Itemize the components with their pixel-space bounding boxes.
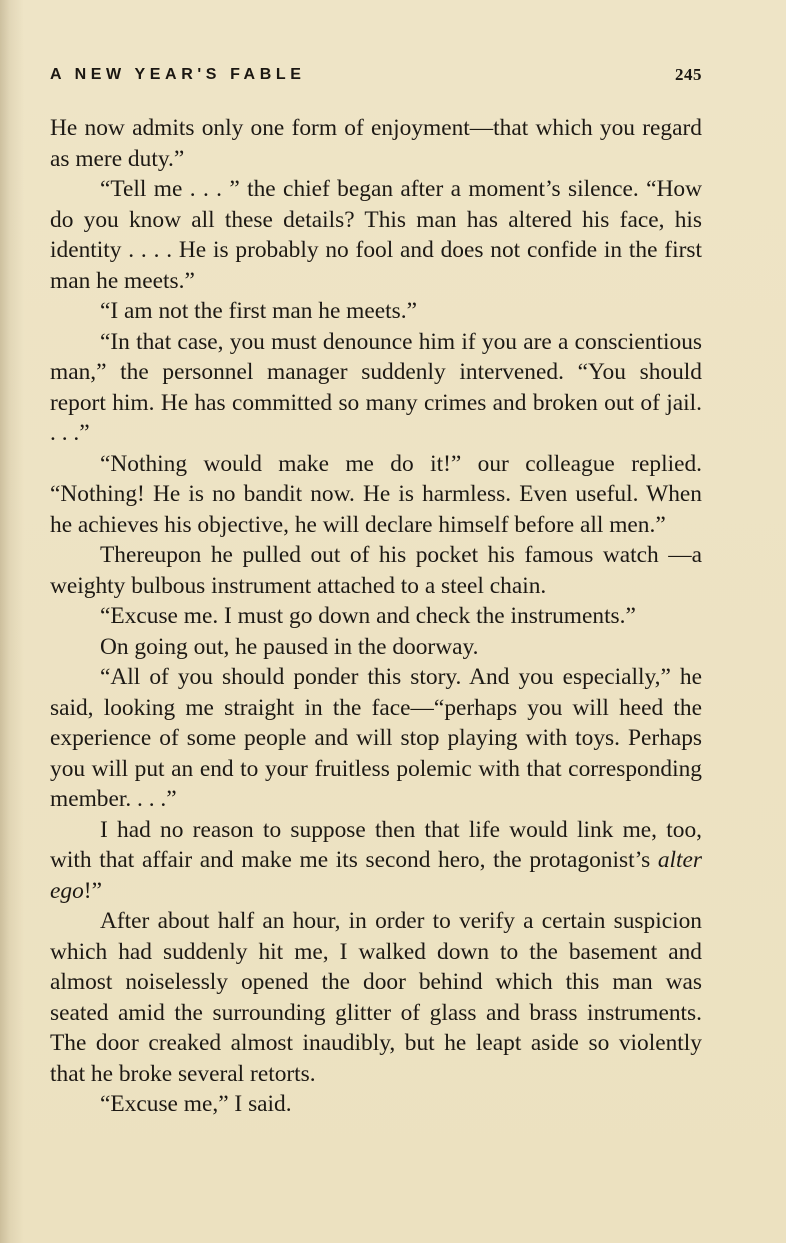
running-title: A NEW YEAR'S FABLE [50, 66, 306, 83]
paragraph-text: !” [83, 877, 102, 904]
paragraph: “Excuse me,” I said. [100, 1091, 292, 1117]
paragraph: “Nothing would make me do it!” our colleague replied. “Nothing! He is no bandit now. He is harmless. Even useful. When he achieves his objective, he will declare himself before all men.” [50, 450, 702, 538]
paragraph: “All of you should ponder this story. And you especially,” he said, looking me straight in the face—“perhaps you will heed the experience of some people and will stop playing with toys. Perhaps you will put an end to your fruitless polemic with that corresponding member. . . .” [50, 664, 702, 812]
page-number: 245 [675, 65, 702, 84]
paragraph: After about half an hour, in order to verify a certain suspicion which had suddenly hit me, I walked down to the basement and almost noiselessly opened the door behind which this man was seated amid the surrounding glitter of glass and brass instruments. The door creaked almost inaudibly, but he leapt aside so violently that he broke several retorts. [50, 908, 702, 1087]
paragraph: “In that case, you must denounce him if you are a conscientious man,” the personnel manager suddenly intervened. “You should report him. He has committed so many crimes and broken out of jail. . . .” [50, 328, 702, 446]
paragraph [50, 815, 702, 907]
paragraph: “I am not the first man he meets.” [100, 298, 417, 324]
paragraph: He now admits only one form of enjoyment—that which you regard as mere duty.” [50, 115, 702, 172]
paragraph: On going out, he paused in the doorway. [100, 633, 479, 660]
paragraph: “Tell me . . . ” the chief began after a moment’s silence. “How do you know all these details? This man has altered his face, his identity . . . . He is probably no fool and does not confide in the first man he meets.” [50, 176, 702, 294]
paragraph: Thereupon he pulled out of his pocket his famous watch —a weighty bulbous instrument attached to a steel chain. [50, 542, 702, 599]
italic-phrase: alter ego [50, 847, 702, 904]
running-head [50, 63, 702, 87]
paragraph-text: I had no reason to suppose then that life would link me, too, with that affair and make me its second hero, the protagonist’s [50, 816, 702, 873]
paragraph: “Excuse me. I must go down and check the instruments.” [100, 603, 636, 629]
body-text [50, 113, 702, 1120]
